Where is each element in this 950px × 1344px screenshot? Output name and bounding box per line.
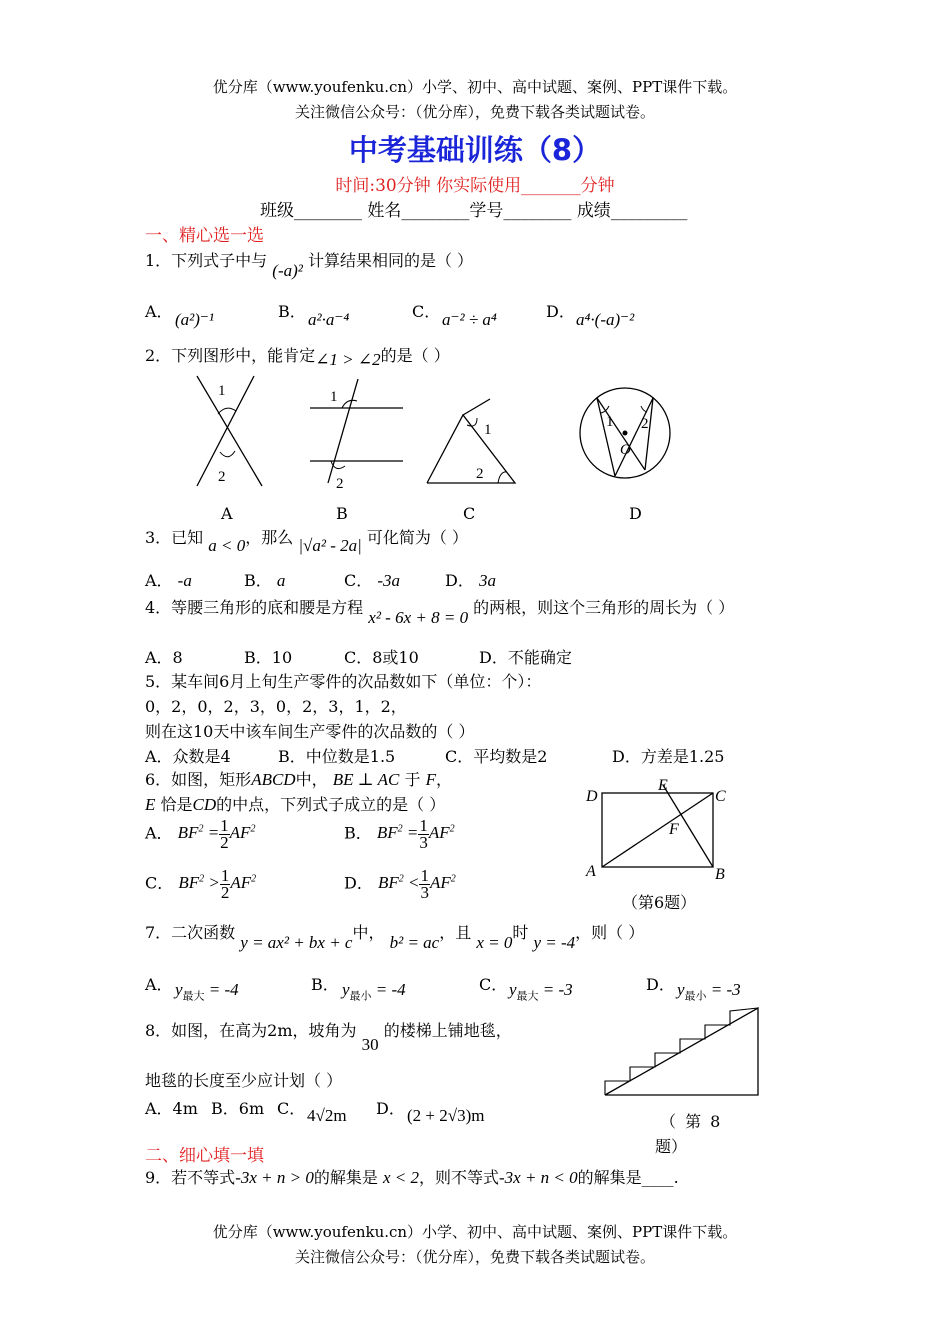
q3-option-b-label: B． xyxy=(244,571,272,590)
q6-a-exp2: 2 xyxy=(250,823,256,835)
footer-line-2: 关注微信公众号：（优分库），免费下载各类试题试卷。 xyxy=(294,1248,655,1266)
q1-text-b: 计算结果相同的是（ ） xyxy=(307,251,474,270)
q6-rect: ABCD xyxy=(251,770,296,789)
q6-option-c-label: C． xyxy=(145,873,174,893)
q3-option-d-val: 3a xyxy=(478,571,496,590)
q9-end: . xyxy=(673,1168,679,1187)
q5-stem: 5．某车间6月上旬生产零件的次品数如下（单位：个）： xyxy=(145,672,542,691)
q8-angle: 30 xyxy=(361,1035,379,1054)
q6-foot: F xyxy=(425,770,436,789)
q7-y0: y = -4 xyxy=(533,933,576,952)
q7-d-val: = -3 xyxy=(710,980,741,999)
q6-option-a[interactable] xyxy=(145,818,255,851)
q7-option-b-label[interactable]: B． xyxy=(311,975,339,994)
q6-d-exp1: 2 xyxy=(398,873,404,885)
q6-option-b-label: B． xyxy=(344,823,372,843)
q5-option-d[interactable]: D．方差是1.25 xyxy=(612,747,725,766)
q6-text-b: 中， xyxy=(295,770,328,789)
q6-b-exp2: 2 xyxy=(449,823,455,835)
q4-option-d[interactable]: D．不能确定 xyxy=(479,648,572,667)
q9-text-d: 的解集是 xyxy=(577,1168,642,1187)
q2c-angle-2: 2 xyxy=(476,466,484,482)
q8-option-a[interactable]: A．4m xyxy=(145,1099,198,1118)
q2-figure-c[interactable] xyxy=(427,399,515,483)
q6-stem-1 xyxy=(145,767,452,790)
q6-caption: （第6题） xyxy=(622,893,697,912)
q6-b-lhs: BF xyxy=(376,823,398,843)
q2c-angle-1: 1 xyxy=(484,422,492,438)
q9-stem xyxy=(145,1165,679,1188)
q6-d-num: 1 xyxy=(420,866,429,885)
q7-text-d: 时 xyxy=(512,923,529,942)
class-blank[interactable]: ________ xyxy=(294,201,362,221)
q8-option-c-expr: 4√2m xyxy=(307,1106,347,1125)
q6-pt-e: E xyxy=(145,795,156,814)
q6-b-num: 1 xyxy=(419,816,428,835)
q8-question: 地毯的长度至少应计划（ ） xyxy=(145,1071,343,1090)
q4-text-b: 的两根，则这个三角形的周长为（ ） xyxy=(473,598,735,617)
q3-option-b[interactable] xyxy=(244,568,285,591)
q9-ineq1: -3x + n > 0 xyxy=(235,1168,314,1187)
q7-a-sub: 最大 xyxy=(182,990,205,1003)
q6-d-rhs: AF xyxy=(429,873,451,893)
q4-stem xyxy=(145,595,735,627)
q6-b-op: = xyxy=(406,823,419,843)
number-blank[interactable]: ________ xyxy=(503,201,572,221)
q5-data: 0，2，0，2，3，0，2，3，1，2， xyxy=(145,697,407,716)
q6-b-rhs: AF xyxy=(428,823,450,843)
q3-text-c: 可化简为（ ） xyxy=(366,528,468,547)
q7-c-sub: 最大 xyxy=(516,990,539,1003)
q7-d-var: y xyxy=(677,980,685,999)
q6-label-d: D xyxy=(586,788,598,805)
q6-option-b[interactable] xyxy=(344,818,455,851)
q8-option-d-label[interactable]: D． xyxy=(376,1099,405,1118)
q6-a-den: 2 xyxy=(220,833,229,852)
q7-cond: b² = ac xyxy=(389,933,440,952)
q7-option-d-expr xyxy=(677,980,741,1003)
q1-option-a-expr: (a²)⁻¹ xyxy=(175,310,214,329)
q6-seg: CD xyxy=(192,795,217,814)
q7-func: y = ax² + bx + c xyxy=(240,933,353,952)
q6-a-op: = xyxy=(207,823,220,843)
q7-stem xyxy=(145,920,645,952)
q6-c-exp2: 2 xyxy=(251,873,257,885)
q1-option-d-label[interactable]: D． xyxy=(546,302,575,321)
q3-option-d[interactable] xyxy=(445,568,496,591)
name-label: 姓名 xyxy=(367,201,402,221)
q6-d-op: < xyxy=(407,873,420,893)
q6-text-d: ， xyxy=(435,770,452,789)
q3-stem xyxy=(145,525,468,555)
q1-expr: (-a)² xyxy=(272,261,303,280)
name-blank[interactable]: ________ xyxy=(401,201,470,221)
q6-c-num: 1 xyxy=(220,866,230,885)
q8-text-b: 的楼梯上铺地毯， xyxy=(383,1021,512,1040)
q7-d-sub: 最小 xyxy=(684,990,707,1003)
q6-label-b: B xyxy=(715,866,725,883)
q8-staircase-figure xyxy=(600,1003,765,1101)
q6-c-exp1: 2 xyxy=(199,873,205,885)
q3-text-a: 3．已知 xyxy=(145,528,204,547)
q9-text-a: 9．若不等式 xyxy=(145,1168,236,1187)
timing-unit: 分钟 xyxy=(580,176,615,196)
q4-option-c[interactable]: C．8或10 xyxy=(344,648,419,667)
q6-a-lhs: BF xyxy=(177,823,199,843)
header-line-2: 关注微信公众号：（优分库），免费下载各类试题试卷。 xyxy=(294,103,655,121)
q1-option-a-label[interactable]: A． xyxy=(145,302,173,321)
q8-stem xyxy=(145,1018,512,1054)
q6-a-num: 1 xyxy=(220,816,229,835)
q6-stem-2 xyxy=(145,792,445,815)
student-info xyxy=(260,196,687,221)
q6-d-lhs: BF xyxy=(377,873,399,893)
section-2-heading: 二、细心填一填 xyxy=(145,1146,264,1166)
q7-b-val: = -4 xyxy=(375,980,406,999)
q6-line2-b: 的中点，下列式子成立的是（ ） xyxy=(216,795,446,814)
q7-text-b: 中， xyxy=(352,923,385,942)
q6-figure xyxy=(580,775,740,885)
q6-label-e: E xyxy=(658,777,668,794)
q2d-angle-2: 2 xyxy=(641,416,649,432)
q6-label-c: C xyxy=(715,788,726,805)
q2-figure-b[interactable] xyxy=(310,379,403,492)
q6-text-a: 6．如图，矩形 xyxy=(145,770,252,789)
q6-option-d-label: D． xyxy=(344,873,373,893)
q6-a-rhs: AF xyxy=(229,823,251,843)
q7-text-c: ，且 xyxy=(439,923,472,942)
q7-a-val: = -4 xyxy=(208,980,239,999)
q5-option-a[interactable]: A．众数是4 xyxy=(145,747,231,766)
q3-text-b: ，那么 xyxy=(245,528,294,547)
q7-option-b-expr xyxy=(342,980,406,1003)
q6-d-den: 3 xyxy=(420,883,429,902)
q1-option-d-expr: a⁴·(-a)⁻² xyxy=(576,310,635,329)
q2-text-a: 2．下列图形中，能肯定 xyxy=(145,346,316,365)
q2-figure-d[interactable] xyxy=(580,388,670,478)
q3-expr: |√a² - 2a| xyxy=(298,536,362,555)
q9-text-b: 的解集是 xyxy=(313,1168,378,1187)
score-label: 成绩 xyxy=(576,201,611,221)
q9-text-c: ，则不等式 xyxy=(418,1168,499,1187)
q6-option-d[interactable] xyxy=(344,868,456,901)
q7-b-sub: 最小 xyxy=(349,990,372,1003)
q6-c-den: 2 xyxy=(220,883,230,902)
q6-b-exp1: 2 xyxy=(397,823,403,835)
q1-option-b-expr: a²·a⁻⁴ xyxy=(308,310,350,329)
q2a-angle-2: 2 xyxy=(218,469,226,485)
q1-stem xyxy=(145,248,474,280)
q1-option-c-label[interactable]: C． xyxy=(412,302,441,321)
q2-label-b[interactable]: B xyxy=(336,504,348,523)
q6-option-c[interactable] xyxy=(145,868,256,901)
q7-x0: x = 0 xyxy=(476,933,513,952)
q7-option-d-label[interactable]: D． xyxy=(646,975,675,994)
q9-answer-blank[interactable]: ____ xyxy=(641,1168,674,1187)
q6-perp: BE ⊥ AC xyxy=(332,770,400,789)
q6-option-a-label: A． xyxy=(145,823,173,843)
q3-option-c[interactable] xyxy=(344,568,400,591)
q7-b-var: y xyxy=(342,980,350,999)
q2-label-c[interactable]: C xyxy=(463,504,476,523)
q2d-center-o: O xyxy=(620,442,631,458)
q7-option-c-expr xyxy=(509,980,573,1003)
page-title: 中考基础训练（8） xyxy=(348,133,602,167)
q3-option-c-val: -3a xyxy=(377,571,401,590)
q4-option-a[interactable]: A．8 xyxy=(145,648,183,667)
q9-sol: x < 2 xyxy=(382,1168,419,1187)
q7-option-c-label[interactable]: C． xyxy=(479,975,508,994)
q6-text-c: 于 xyxy=(404,770,421,789)
q2-label-a[interactable]: A xyxy=(221,504,233,523)
footer-line-1: 优分库（www.youfenku.cn）小学、初中、高中试题、案例、PPT课件下载。 xyxy=(212,1223,738,1241)
q2-label-d[interactable]: D xyxy=(629,504,642,523)
q2d-angle-1: 1 xyxy=(606,414,614,430)
section-1-heading: 一、精心选一选 xyxy=(145,226,264,246)
q6-c-rhs: AF xyxy=(230,873,252,893)
q7-c-var: y xyxy=(509,980,517,999)
q5-option-b[interactable]: B．中位数是1.5 xyxy=(278,747,396,766)
q2-figure-a[interactable] xyxy=(197,376,262,486)
q3-cond: a < 0 xyxy=(208,536,246,555)
q3-option-a-label: A． xyxy=(145,571,173,590)
q5-question: 则在这10天中该车间生产零件的次品数的（ ） xyxy=(145,722,475,741)
q8-text-a: 8．如图，在高为2m，坡角为 xyxy=(145,1021,357,1040)
q7-text-a: 7．二次函数 xyxy=(145,923,236,942)
number-label: 学号 xyxy=(469,201,504,221)
q6-line2-a: 恰是 xyxy=(160,795,193,814)
timing-blank[interactable]: _______ xyxy=(521,176,581,196)
q7-c-val: = -3 xyxy=(542,980,573,999)
score-blank[interactable]: _________ xyxy=(610,201,688,221)
q8-option-b[interactable]: B．6m xyxy=(211,1099,265,1118)
timing-line xyxy=(0,171,950,196)
q3-option-b-val: a xyxy=(276,571,286,590)
q7-option-a-expr xyxy=(175,980,239,1003)
q2b-angle-1: 1 xyxy=(330,389,338,405)
q8-caption-a: （ 第 8 xyxy=(660,1112,721,1131)
q6-c-op: > xyxy=(208,873,220,893)
q6-c-lhs: BF xyxy=(178,873,200,893)
q4-option-b[interactable]: B．10 xyxy=(244,648,293,667)
q2-text-b: 的是（ ） xyxy=(380,346,450,365)
q7-text-e: ，则（ ） xyxy=(575,923,645,942)
q3-option-c-label: C． xyxy=(344,571,373,590)
q6-a-exp1: 2 xyxy=(198,823,204,835)
q2-expr: ∠1 > ∠2 xyxy=(315,350,381,369)
q2a-angle-1: 1 xyxy=(218,383,226,399)
q2-figures xyxy=(150,368,710,528)
q1-text-a: 1．下列式子中与 xyxy=(145,251,268,270)
q1-option-c-expr: a⁻² ÷ a⁴ xyxy=(442,310,497,329)
q5-option-c[interactable]: C．平均数是2 xyxy=(445,747,548,766)
q1-option-b-label[interactable]: B． xyxy=(278,302,306,321)
q6-label-f: F xyxy=(669,821,679,838)
q6-d-exp2: 2 xyxy=(450,873,456,885)
q2-stem xyxy=(145,343,450,369)
timing-text: 时间:30分钟 你实际使用 xyxy=(335,176,522,196)
q6-b-den: 3 xyxy=(419,833,428,852)
q3-option-a-val: -a xyxy=(177,571,192,590)
class-label: 班级 xyxy=(260,201,294,221)
q7-option-a-label[interactable]: A． xyxy=(145,975,173,994)
q7-a-var: y xyxy=(175,980,183,999)
header-line-1: 优分库（www.youfenku.cn）小学、初中、高中试题、案例、PPT课件下载。 xyxy=(212,78,738,96)
q8-caption-b: 题） xyxy=(655,1137,688,1156)
q4-text-a: 4．等腰三角形的底和腰是方程 xyxy=(145,598,364,617)
q9-ineq2: -3x + n < 0 xyxy=(499,1168,578,1187)
q2b-angle-2: 2 xyxy=(336,476,344,492)
q4-expr: x² - 6x + 8 = 0 xyxy=(368,608,469,627)
q8-option-c-label[interactable]: C． xyxy=(277,1099,306,1118)
q6-label-a: A xyxy=(586,863,596,880)
q3-option-a[interactable] xyxy=(145,568,192,591)
q8-option-d-expr: (2 + 2√3)m xyxy=(407,1106,485,1125)
q3-option-d-label: D． xyxy=(445,571,474,590)
